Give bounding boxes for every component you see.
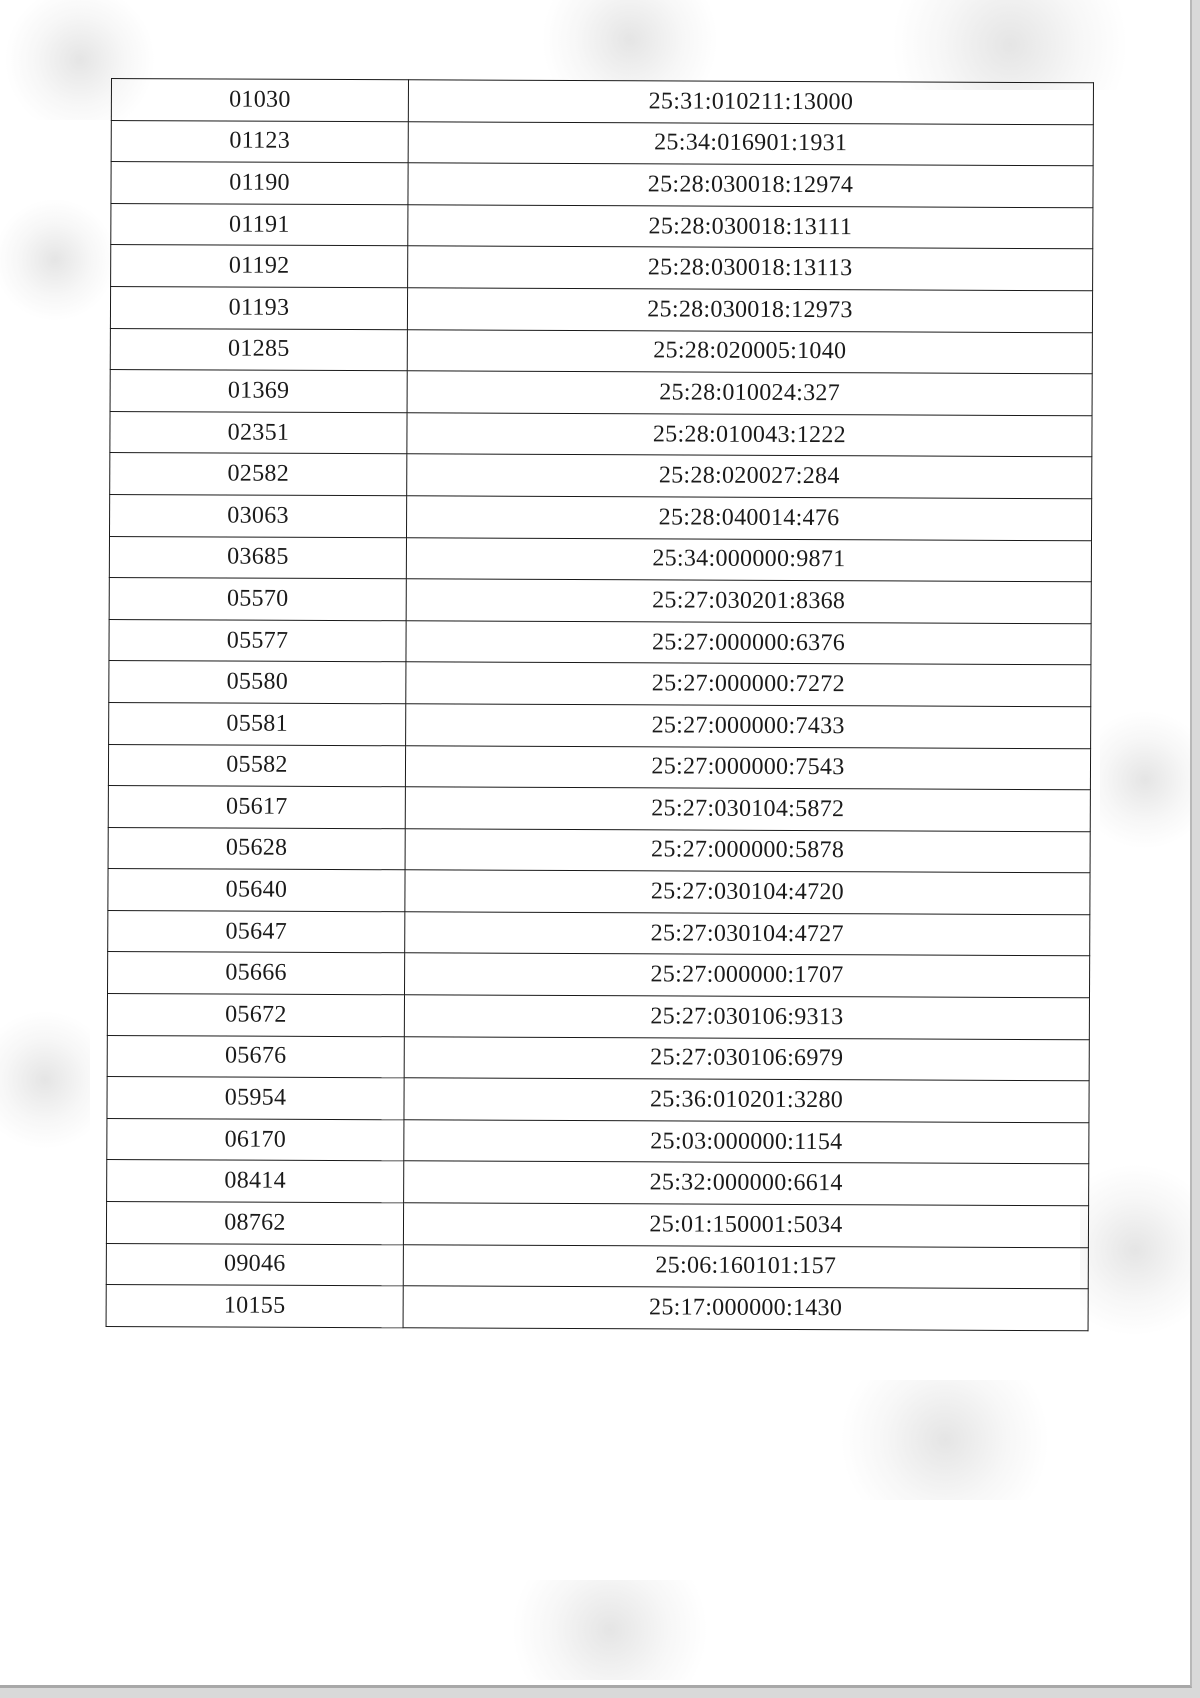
code-cell: 05617 <box>108 786 405 829</box>
table-row <box>109 661 1091 707</box>
table-row <box>111 162 1093 208</box>
cadastral-number-cell: 25:27:030106:9313 <box>404 995 1089 1040</box>
code-cell: 05672 <box>107 994 404 1037</box>
scan-noise <box>820 1380 1070 1500</box>
cadastral-number-cell: 25:28:010024:327 <box>407 371 1092 416</box>
cadastral-number-cell: 25:03:000000:1154 <box>404 1120 1089 1165</box>
table-row <box>110 453 1092 499</box>
code-cell: 01192 <box>111 245 408 288</box>
table-row <box>106 1285 1088 1331</box>
table-row <box>109 536 1091 582</box>
table-row <box>110 370 1092 416</box>
code-cell: 08414 <box>107 1160 404 1203</box>
table-body <box>106 79 1093 1331</box>
code-cell: 01030 <box>111 79 408 122</box>
cadastral-number-cell: 25:27:000000:1707 <box>405 953 1090 998</box>
table-row <box>106 1202 1088 1248</box>
cadastral-number-cell: 25:06:160101:157 <box>403 1244 1088 1289</box>
table-row <box>111 203 1093 249</box>
cadastral-number-cell: 25:28:020027:284 <box>407 454 1092 499</box>
cadastral-number-cell: 25:34:000000:9871 <box>406 537 1091 582</box>
code-cell: 03685 <box>109 536 406 579</box>
cadastral-number-cell: 25:34:016901:1931 <box>408 121 1093 166</box>
table-row <box>110 328 1092 374</box>
code-cell: 05582 <box>108 744 405 787</box>
code-cell: 01191 <box>111 203 408 246</box>
code-cell: 05577 <box>109 619 406 662</box>
table-row <box>108 910 1090 956</box>
cadastral-number-cell: 25:32:000000:6614 <box>404 1161 1089 1206</box>
cadastral-number-cell: 25:28:030018:12974 <box>408 163 1093 208</box>
cadastral-number-cell: 25:27:000000:6376 <box>406 621 1091 666</box>
cadastral-table <box>106 78 1094 1331</box>
cadastral-number-cell: 25:17:000000:1430 <box>403 1286 1088 1331</box>
table-row <box>107 994 1089 1040</box>
table-row <box>106 1243 1088 1289</box>
code-cell: 05570 <box>109 578 406 621</box>
table-row <box>107 1118 1089 1164</box>
table-row <box>108 786 1090 832</box>
code-cell: 05580 <box>109 661 406 704</box>
code-cell: 05647 <box>108 910 405 953</box>
code-cell: 05581 <box>109 702 406 745</box>
scan-noise <box>0 200 110 320</box>
cadastral-table-wrapper <box>106 78 1093 1331</box>
code-cell: 01190 <box>111 162 408 205</box>
code-cell: 05666 <box>108 952 405 995</box>
cadastral-number-cell: 25:27:030201:8368 <box>406 579 1091 624</box>
table-row <box>108 869 1090 915</box>
cadastral-number-cell: 25:01:150001:5034 <box>403 1203 1088 1248</box>
code-cell: 01369 <box>110 370 407 413</box>
code-cell: 05628 <box>108 827 405 870</box>
scan-noise <box>860 0 1160 90</box>
cadastral-number-cell: 25:36:010201:3280 <box>404 1078 1089 1123</box>
cadastral-number-cell: 25:27:000000:7272 <box>406 662 1091 707</box>
cadastral-number-cell: 25:31:010211:13000 <box>408 80 1093 125</box>
cadastral-number-cell: 25:27:000000:5878 <box>405 828 1090 873</box>
code-cell: 03063 <box>110 494 407 537</box>
scan-noise <box>0 1000 90 1160</box>
scan-noise <box>490 1580 730 1680</box>
table-row <box>111 79 1093 125</box>
cadastral-number-cell: 25:28:020005:1040 <box>407 329 1092 374</box>
cadastral-number-cell: 25:28:030018:13111 <box>408 205 1093 250</box>
table-row <box>107 1077 1089 1123</box>
scan-noise <box>1100 700 1190 860</box>
code-cell: 05640 <box>108 869 405 912</box>
code-cell: 02351 <box>110 411 407 454</box>
cadastral-number-cell: 25:27:030106:6979 <box>404 1036 1089 1081</box>
cadastral-number-cell: 25:27:000000:7433 <box>406 704 1091 749</box>
table-row <box>110 411 1092 457</box>
cadastral-number-cell: 25:27:030104:5872 <box>405 787 1090 832</box>
code-cell: 02582 <box>110 453 407 496</box>
table-row <box>107 1035 1089 1081</box>
code-cell: 08762 <box>106 1202 403 1245</box>
code-cell: 05954 <box>107 1077 404 1120</box>
table-row <box>108 827 1090 873</box>
scan-noise <box>520 0 740 80</box>
table-row <box>109 619 1091 665</box>
code-cell: 09046 <box>106 1243 403 1286</box>
table-row <box>111 120 1093 166</box>
table-row <box>108 744 1090 790</box>
table-row <box>109 702 1091 748</box>
code-cell: 01285 <box>110 328 407 371</box>
cadastral-number-cell: 25:28:040014:476 <box>406 496 1091 541</box>
code-cell: 05676 <box>107 1035 404 1078</box>
code-cell: 10155 <box>106 1285 403 1328</box>
table-row <box>109 578 1091 624</box>
cadastral-number-cell: 25:28:030018:13113 <box>408 246 1093 291</box>
code-cell: 01123 <box>111 120 408 163</box>
table-row <box>110 286 1092 332</box>
cadastral-number-cell: 25:28:010043:1222 <box>407 413 1092 458</box>
table-row <box>110 494 1092 540</box>
code-cell: 06170 <box>107 1118 404 1161</box>
table-row <box>107 1160 1089 1206</box>
scan-noise <box>1080 1150 1190 1350</box>
cadastral-number-cell: 25:28:030018:12973 <box>407 288 1092 333</box>
cadastral-number-cell: 25:27:030104:4720 <box>405 870 1090 915</box>
table-row <box>111 245 1093 291</box>
cadastral-number-cell: 25:27:000000:7543 <box>405 745 1090 790</box>
cadastral-number-cell: 25:27:030104:4727 <box>405 912 1090 957</box>
table-row <box>108 952 1090 998</box>
code-cell: 01193 <box>110 286 407 329</box>
